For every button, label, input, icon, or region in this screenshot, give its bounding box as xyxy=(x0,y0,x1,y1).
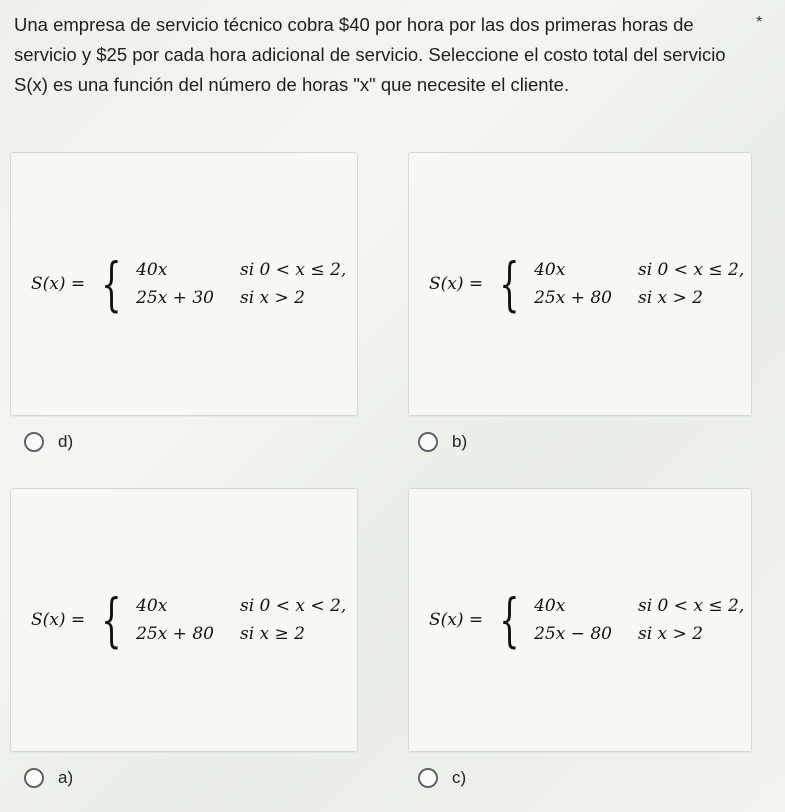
option-label: c) xyxy=(452,768,467,787)
case1-condition: si 0 < x ≤ 2, xyxy=(239,260,347,280)
case2-expression: 25x + 80 xyxy=(136,624,214,644)
radio-icon[interactable] xyxy=(24,768,44,788)
option-b[interactable] xyxy=(418,432,467,452)
case1-expression: 40x xyxy=(534,260,566,280)
case2-expression: 25x + 30 xyxy=(136,288,214,308)
case1-condition: si 0 < x ≤ 2, xyxy=(637,260,745,280)
case2-condition: si x ≥ 2 xyxy=(239,624,305,644)
formula-lhs: S(x) = xyxy=(31,610,86,630)
option-a[interactable] xyxy=(24,768,73,788)
question-text: Una empresa de servicio técnico cobra $40 por hora por las dos primeras horas de servicio y $25 por cada hora adicional de servicio. Seleccione el costo total del servicio S(x) es una función del número de horas "x" que necesite el cliente. xyxy=(14,14,726,95)
piecewise-formula xyxy=(31,250,347,318)
option-label: d) xyxy=(58,432,74,451)
case2-expression: 25x − 80 xyxy=(534,624,612,644)
piecewise-formula xyxy=(429,586,745,654)
option-image-c xyxy=(408,488,752,752)
formula-lhs: S(x) = xyxy=(429,274,484,294)
option-c[interactable] xyxy=(418,768,466,788)
case2-condition: si x > 2 xyxy=(637,624,703,644)
brace-icon: { xyxy=(499,250,520,318)
radio-icon[interactable] xyxy=(418,768,438,788)
option-label: a) xyxy=(58,768,74,787)
brace-icon: { xyxy=(101,250,122,318)
option-label: b) xyxy=(452,432,468,451)
option-image-b xyxy=(408,152,752,416)
piecewise-formula xyxy=(31,586,347,654)
case2-condition: si x > 2 xyxy=(239,288,305,308)
case1-expression: 40x xyxy=(136,260,168,280)
case1-expression: 40x xyxy=(534,596,566,616)
case1-condition: si 0 < x ≤ 2, xyxy=(637,596,745,616)
option-image-a xyxy=(10,488,358,752)
required-asterisk: * xyxy=(756,14,763,31)
piecewise-formula xyxy=(429,250,745,318)
brace-icon: { xyxy=(101,586,122,654)
option-image-d xyxy=(10,152,358,416)
option-d[interactable] xyxy=(24,432,73,452)
formula-lhs: S(x) = xyxy=(429,610,484,630)
case2-expression: 25x + 80 xyxy=(534,288,612,308)
radio-icon[interactable] xyxy=(24,432,44,452)
case2-condition: si x > 2 xyxy=(637,288,703,308)
brace-icon: { xyxy=(499,586,520,654)
formula-lhs: S(x) = xyxy=(31,274,86,294)
case1-condition: si 0 < x < 2, xyxy=(239,596,347,616)
radio-icon[interactable] xyxy=(418,432,438,452)
case1-expression: 40x xyxy=(136,596,168,616)
